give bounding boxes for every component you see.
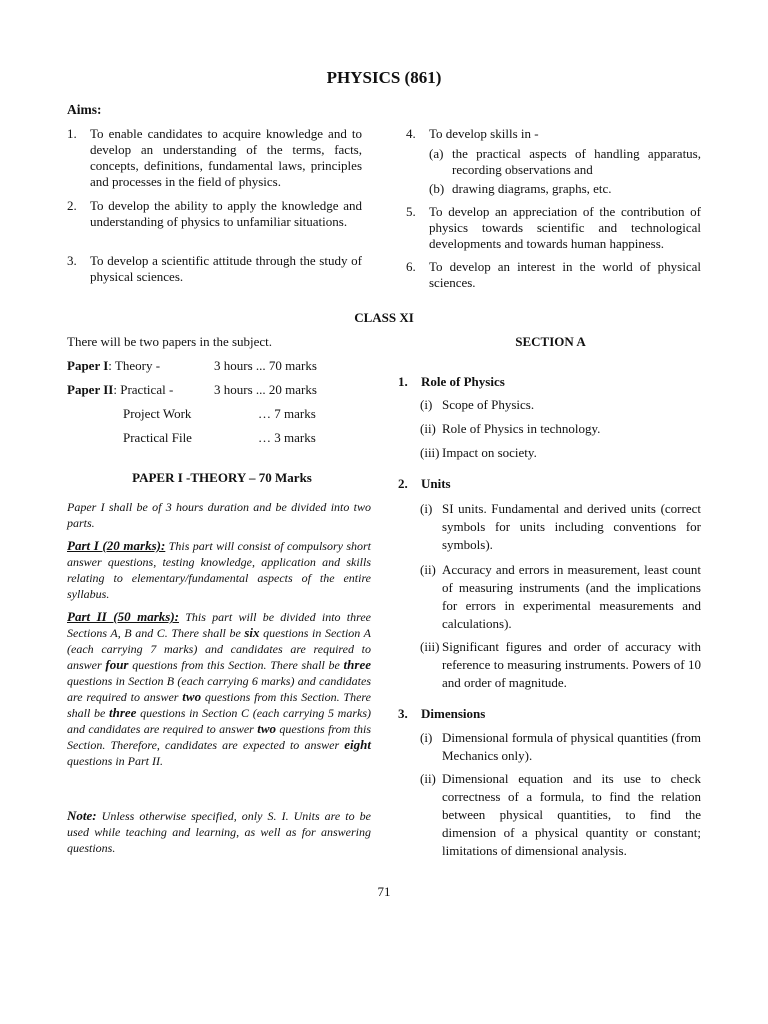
part-two-text: This part will be divided into three Sections A, B and C. There shall be xyxy=(67,610,372,640)
topic-1-sub-iii xyxy=(420,444,701,462)
sub-text: Dimensional formula of physical quantities (from Mechanics only). xyxy=(442,730,701,763)
paper-label: Paper II xyxy=(67,382,114,397)
theory-heading: PAPER I -THEORY – 70 Marks xyxy=(132,470,312,485)
topic-2-sub-i xyxy=(420,500,701,554)
sub-label: (i) xyxy=(420,730,433,745)
aim-number: 6. xyxy=(406,259,416,274)
page-number: 71 xyxy=(377,884,391,899)
emphasis-six: six xyxy=(244,625,260,640)
topic-title: Dimensions xyxy=(421,706,486,721)
aim-item-5 xyxy=(406,204,701,252)
paper-value-1: 3 hours ... 70 marks xyxy=(214,358,317,373)
topic-number: 2. xyxy=(398,476,408,491)
topic-title: Units xyxy=(421,476,451,491)
part-two-text: questions from this Section. There shall be xyxy=(67,690,371,720)
part-two-paragraph xyxy=(67,609,371,769)
topic-3-sub-ii xyxy=(420,770,701,860)
emphasis-three: three xyxy=(343,657,371,672)
part-two-text: questions in Section A (each carrying 7 marks) and candidates are required to answer xyxy=(67,626,372,672)
paper-value-2: 3 hours ... 20 marks xyxy=(214,382,317,397)
page-title: PHYSICS (861) xyxy=(326,68,442,87)
section-a-heading: SECTION A xyxy=(515,334,586,349)
topic-number: 1. xyxy=(398,374,408,389)
aim-number: 4. xyxy=(406,126,416,141)
aims-label: Aims: xyxy=(67,102,102,117)
topic-number: 3. xyxy=(398,706,408,721)
sub-text: Role of Physics in technology. xyxy=(442,421,601,436)
part-two-text: questions from this Section. Therefore, candidates are expected to answer xyxy=(67,722,372,752)
paper-value-3: … 7 marks xyxy=(258,406,316,421)
sub-label: (ii) xyxy=(420,562,436,577)
part-one-paragraph xyxy=(67,538,371,602)
paper-row-1 xyxy=(67,358,160,374)
sub-text: Scope of Physics. xyxy=(442,397,535,412)
aim-sub-item-a xyxy=(429,146,701,178)
part-one-label: Part I (20 marks): xyxy=(67,538,166,553)
aim-sub-label: (a) xyxy=(429,146,444,161)
aim-sub-text: the practical aspects of handling apparatus, recording observations and xyxy=(452,146,701,177)
part-two-text: questions in Section C (each carrying 5 marks) and candidates are required to answer xyxy=(67,706,371,736)
aim-text: To develop an appreciation of the contribution of physics towards scientific and technological developments and towards human happiness. xyxy=(429,204,701,251)
note-paragraph xyxy=(67,808,371,856)
emphasis-two: two xyxy=(182,689,202,704)
papers-intro: There will be two papers in the subject. xyxy=(67,334,273,349)
sub-label: (ii) xyxy=(420,771,436,786)
class-heading: CLASS XI xyxy=(354,310,414,325)
sub-text: Accuracy and errors in measurement, least count of measuring instruments (and the implications for errors in experimental measurements and calculations). xyxy=(442,562,701,631)
aim-text: To develop skills in - xyxy=(429,126,539,141)
aim-number: 3. xyxy=(67,253,77,268)
aim-item-6 xyxy=(406,259,701,291)
paper-label: Paper I xyxy=(67,358,109,373)
note-label: Note: xyxy=(67,808,97,823)
aim-sub-item-b xyxy=(429,181,701,197)
note-text: Unless otherwise specified, only S. I. Units are to be used while teaching and learning, as well as for answering questions. xyxy=(67,809,371,855)
aim-text: To develop a scientific attitude through the study of physical sciences. xyxy=(90,253,362,284)
part-two-text: questions in Part II. xyxy=(67,754,163,768)
aim-text: To develop the ability to apply the knowledge and understanding of physics to unfamiliar situations. xyxy=(90,198,362,229)
aim-sub-label: (b) xyxy=(429,181,445,196)
topic-title: Role of Physics xyxy=(421,374,505,389)
aim-text: To enable candidates to acquire knowledge and to develop an understanding of the terms, facts, concepts, definitions, fundamental laws, principles and processes in the field of physics. xyxy=(90,126,362,189)
theory-intro: Paper I shall be of 3 hours duration and be divided into two parts. xyxy=(67,500,371,530)
part-two-text: questions in Section B (each carrying 6 marks) and candidates are required to answer xyxy=(67,674,371,704)
sub-text: Impact on society. xyxy=(442,445,537,460)
sub-label: (iii) xyxy=(420,639,440,654)
aim-number: 2. xyxy=(67,198,77,213)
topic-1-sub-ii xyxy=(420,420,701,438)
emphasis-three: three xyxy=(108,705,137,720)
paper-value-4: … 3 marks xyxy=(258,430,316,445)
topic-3-sub-i xyxy=(420,729,701,765)
sub-label: (iii) xyxy=(420,445,440,460)
sub-label: (i) xyxy=(420,397,433,412)
paper-type: : Practical - xyxy=(113,382,174,397)
aim-text: To develop an interest in the world of physical sciences. xyxy=(429,259,701,290)
topic-1-sub-i xyxy=(420,396,701,414)
topic-2-sub-iii xyxy=(420,638,701,692)
emphasis-eight: eight xyxy=(344,737,371,752)
aim-item-1 xyxy=(67,126,362,190)
aim-sub-text: drawing diagrams, graphs, etc. xyxy=(452,181,612,196)
sub-text: SI units. Fundamental and derived units (correct symbols for units including conventions for symbols). xyxy=(442,501,701,552)
aim-item-4 xyxy=(406,126,701,142)
paper-row-3: Project Work xyxy=(123,406,192,421)
aim-item-3 xyxy=(67,253,362,285)
aim-number: 1. xyxy=(67,126,77,141)
part-two-label: Part II (50 marks): xyxy=(67,609,179,624)
sub-text: Significant figures and order of accuracy with reference to measuring instruments. Powers of 10 and order of magnitude. xyxy=(442,639,701,690)
part-one-text: This part will consist of compulsory short answer questions, testing knowledge, application and skills relating to elementary/fundamental aspects of the entire syllabus. xyxy=(67,539,371,601)
paper-row-2 xyxy=(67,382,173,398)
sub-label: (i) xyxy=(420,501,433,516)
aim-item-2 xyxy=(67,198,362,230)
paper-type: : Theory - xyxy=(108,358,161,373)
part-two-text: questions from this Section. There shall be xyxy=(128,658,344,672)
sub-label: (ii) xyxy=(420,421,436,436)
paper-row-4: Practical File xyxy=(123,430,192,445)
emphasis-two: two xyxy=(257,721,276,736)
topic-2-sub-ii xyxy=(420,561,701,633)
sub-text: Dimensional equation and its use to check correctness of a formula, to find the relation between physical quantities, to find the dimension of a physical quantity or constant; limitations of dimensional analysis. xyxy=(442,771,701,858)
aim-number: 5. xyxy=(406,204,416,219)
emphasis-four: four xyxy=(105,657,129,672)
